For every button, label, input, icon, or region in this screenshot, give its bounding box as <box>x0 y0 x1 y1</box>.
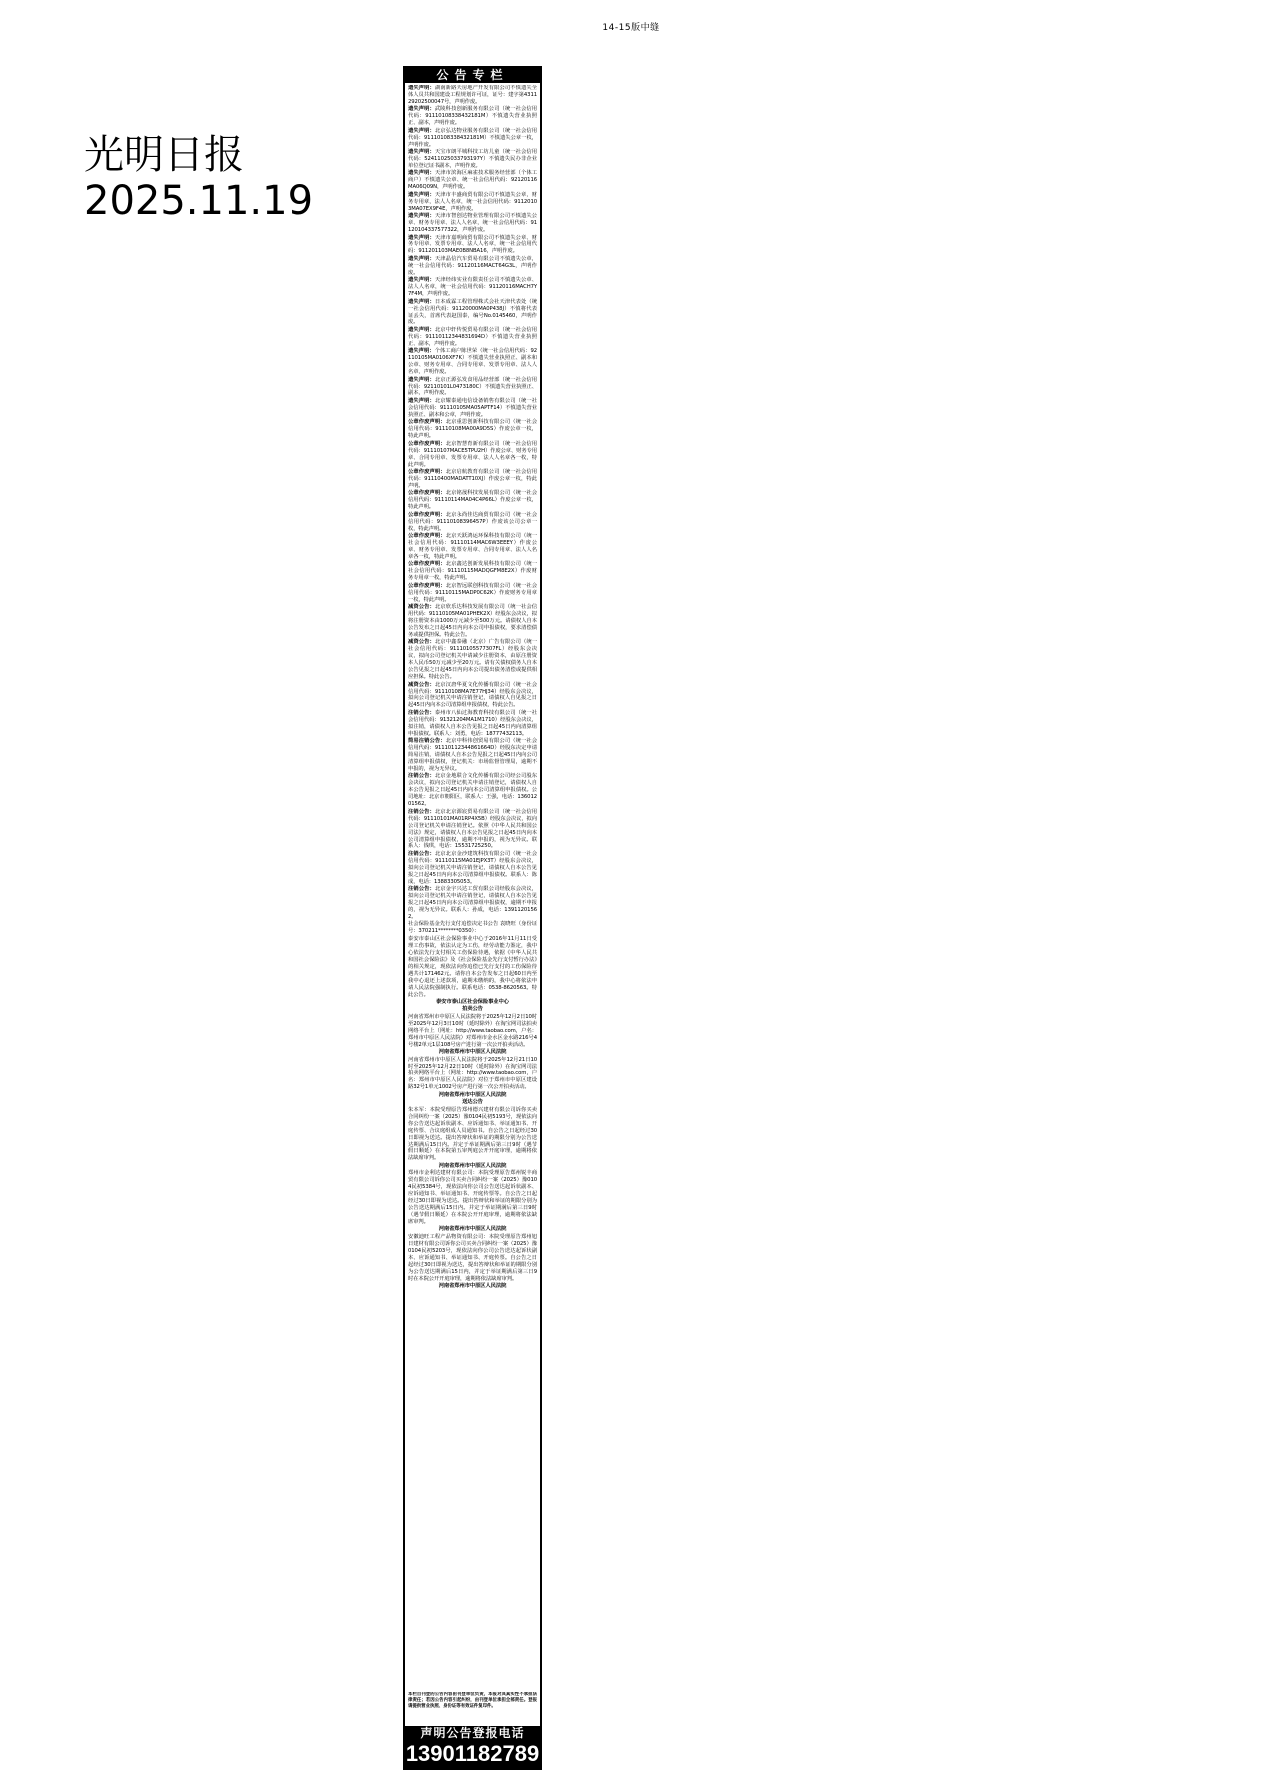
notice-item <box>408 1107 537 1163</box>
notice-item <box>408 1014 537 1049</box>
notice-lead: 注销公告： <box>408 808 435 815</box>
notice-text: 北京天跃鸿运环保科技有限公司（统一社会信用代码：91110114MAC6W3EEEY）作废公章、财务专用章、发票专用章、合同专用章、法人人名章各一枚，特此声明。 <box>408 533 537 560</box>
notice-text: 北京智慧育新有限公司（统一社会信用代码：91110107MACE5TPU2H）作废公章、财务专用章、合同专用章、发票专用章、法人人名章各一枚，特此声明。 <box>408 440 537 468</box>
notice-item <box>408 1226 537 1233</box>
column-footnote: 本栏目刊登的公告内容由刊登单位负责，本报对其真实性不承担法律责任；若因公告内容引起纠纷，由刊登单位承担全部责任。登报请提供营业执照、身份证等有效证件复印件。 <box>408 1692 537 1709</box>
notice-item <box>408 809 537 851</box>
notice-text: 北京北京源宸贸易有限公司（统一社会信用代码：91110101MA01RP4X5B）经股东会决议，拟向公司登记机关申请注销登记。依照《中华人民共和国公司法》规定，请债权人自本公告见报之日起45日内向本公司清算组申报债权，逾期不申报的，视为无异议。联系人：钱琪，电话：15531725250。 <box>408 808 537 850</box>
notice-text: 河南省郑州市中原区人民法院将于2025年12月2日10时至2025年12月3日10时（延时除外）在淘宝网司法拍卖网络平台上（网址：http://www.taobao.com，户名：郑州市中原区人民法院）对郑州市金水区金水路216号4号楼2单元1层108号房产进行第一次公开拍卖活动。 <box>408 1013 537 1048</box>
notice-text: 河南省郑州市中原区人民法院将于2025年12月21日10时至2025年12月22日10时（延时除外）在淘宝网司法拍卖网络平台上（网址：http://www.taobao.com，户名：郑州市中原区人民法院）对位于郑州市中原区建设路32号1单元1002号房产进行第一次公开拍卖活动。 <box>408 1056 537 1091</box>
notice-item <box>408 348 537 376</box>
notice-text: 北京智远联创科技有限公司（统一社会信用代码：91110115MADP0C62K）作废财务专用章一枚，特此声明。 <box>408 582 537 603</box>
notice-text: 郑州市金利达建材有限公司：本院受理原告郑州锐丰商贸有限公司诉你公司买卖合同纠纷一案（2025）豫0104民初5384号，现依法向你公司公告送达起诉状副本、应诉通知书、举证通知书、开庭传票等。自公告之日起经过30日即视为送达。提出答辩状和举证的期限分别为公告送达期满后15日内。并定于举证期满后第三日9时（遇节假日顺延）在本院公开开庭审理，逾期将依法缺席审判。 <box>408 1170 537 1225</box>
notice-item <box>408 85 537 106</box>
notice-lead: 遗失声明： <box>408 255 435 262</box>
notice-lead: 公章作废声明： <box>408 533 446 540</box>
notice-lead: 公章作废声明： <box>408 419 446 426</box>
paper-name: 光明日报 <box>84 132 244 178</box>
notice-item <box>408 377 537 398</box>
notice-item <box>408 512 537 533</box>
notice-item <box>408 1092 537 1099</box>
notice-item <box>408 583 537 604</box>
notice-lead: 遗失声明： <box>408 149 435 156</box>
notice-text: 北京欣乐达科技发展有限公司（统一社会信用代码：91110105MA01PHEK2X）经股东会决议，拟将注册资本由1000万元减少至500万元。请债权人自本公告发布之日起45日内向本公司申报债权，要求清偿债务或提供担保。特此公告。 <box>408 604 537 638</box>
notice-item <box>408 299 537 327</box>
notice-item <box>408 419 537 440</box>
notice-lead: 遗失声明： <box>408 348 435 355</box>
notice-item <box>408 1234 537 1283</box>
notice-text: 天津市丰盛商贸有限公司不慎遗失公章，财务专用章，法人人名章，统一社会信用代码：91120103MA07EX9F4E，声明作废。 <box>408 191 537 212</box>
notice-text: 日本成霖工程管理株式会社天津代表处（统一社会信用代码：91120000MA0P438J）不慎将代表证丢失，首席代表赵国泰，编号No.0145460，声明作废。 <box>408 298 537 326</box>
notice-item <box>408 533 537 561</box>
hotline-label: 声明公告登报电话 <box>420 1726 525 1740</box>
notice-text: 北京耀泰通电信设备销售有限公司（统一社会信用代码：91110105MA05APTF14）不慎遗失营业执照正、副本和公章，声明作废。 <box>408 397 537 418</box>
notice-lead: 减资公告： <box>408 639 435 646</box>
notice-item <box>408 999 537 1006</box>
notice-text: 送达公告 <box>462 1099 483 1106</box>
gutter-label: 14-15版中缝 <box>602 23 660 33</box>
hotline-number: 13901182789 <box>405 1741 540 1766</box>
notice-text: 北京弘达物业服务有限公司（统一社会信用代码：91110108338432181M）不慎遗失公章一枚，声明作废。 <box>408 127 537 148</box>
notice-text: 泰安市泰山区社会保险事业中心于2016年11月11日受理工伤事故，依法认定为工伤，经劳动能力鉴定，我中心依法先行支付相关工伤保险待遇，依据《中华人民共和国社会保险法》及《社会保险基金先行支付暂行办法》的相关规定，现依法向你追偿已先行支付的工伤保险待遇共计171462元。请你自本公告发布之日起60日内至我中心退还上述款项，逾期未缴纳的，我中心将依法申请人民法院强制执行。联系电话：0538-8620563。特此公告。 <box>408 935 537 998</box>
notice-item <box>408 851 537 886</box>
notice-item <box>408 1049 537 1056</box>
notice-text: 朱本军：本院受理原告郑州德兴建材有限公司诉你买卖合同纠纷一案（2025）豫0104民初5193号，现依法向你公告送达起诉状副本、应诉通知书、举证通知书、开庭传票、合议庭组成人员通知书。自公告之日起经过30日即视为送达。提出答辩状和举证的期限分别为公告送达期满后15日内。并定于举证期满后第三日9时（遇节假日顺延）在本院第五审判庭公开开庭审理，逾期将依法缺席审判。 <box>408 1106 537 1162</box>
notice-item <box>408 1099 537 1106</box>
notice-item <box>408 128 537 149</box>
notice-text: 河南省郑州市中原区人民法院 <box>438 1091 507 1098</box>
notice-lead: 减资公告： <box>408 681 435 688</box>
notice-text: 天津市智创达物业管理有限公司不慎遗失公章、财务专用章、法人人名章，统一社会信用代码：91120104337577322，声明作废。 <box>408 213 537 234</box>
notice-text: 北京中轩传悦贸易有限公司（统一社会信用代码：91110112344831694D）不慎遗失营业执照正、副本，声明作废。 <box>408 326 537 347</box>
notice-item <box>408 149 537 170</box>
notice-item <box>408 561 537 582</box>
notice-lead: 遗失声明： <box>408 277 435 284</box>
notice-item <box>408 170 537 191</box>
notice-text: 天津市滨海区麻雀技术服务经营部（个体工商户）不慎遗失公章、统一社会信用代码：92120116MA06Q09N，声明作废。 <box>408 170 537 191</box>
notice-text: 北京中鑫泰融（北京）广告有限公司（统一社会信用代码：91110105577307FL）经股东会决议，拟向公司登记机关申请减少注册资本，由原注册资本人民币50万元减少至20万元。请有关债权债务人自本公告见报之日起45日内向本公司提出债务清偿或提供相应担保。特此公告。 <box>408 639 537 681</box>
notice-lead: 公章作废声明： <box>408 440 446 447</box>
notice-text: 河南省郑州市中原区人民法院 <box>438 1162 507 1169</box>
notice-item <box>408 441 537 469</box>
notice-text: 北京正源弘发食用品经营部（统一社会信用代码：92110101L0473180C）不慎遗失营业执照正、副本，声明作废。 <box>408 376 537 397</box>
notice-item <box>408 490 537 511</box>
notice-text: 河南省郑州市中原区人民法院 <box>438 1226 507 1233</box>
notice-item <box>408 1163 537 1170</box>
notice-text: 泰州市八仙过海教育科技有限公司（统一社会信用代码：91321204MA1M1710）经股东会决议，拟注销，请债权人自本公告见报之日起45日内向清算组申报债权。联系人：刘勇，电话：18777432113。 <box>408 709 537 737</box>
notice-lead: 遗失声明： <box>408 106 435 113</box>
notice-text: 天津经纬实业有限责任公司不慎遗失公章、法人人名章，统一社会信用代码：91120116MACH7Y7F4M，声明作废。 <box>408 277 537 298</box>
notice-lead: 遗失声明： <box>408 397 435 404</box>
notice-text: 北京中科伟创贸易有限公司（统一社会信用代码：91110112344861664D）经股东决定申请简易注销，请债权人自本公告见报之日起45日内向公司清算组申报债权，登记机关：市场监督管理局，逾期不申报的，视为无异议。 <box>408 738 537 772</box>
notice-text: 北京汉唐华夏文化传播有限公司（统一社会信用代码：91110108MA7E77HJ34）经股东会决议，拟向公司登记机关申请注销登记，请债权人自见报之日起45日内向本公司清算组申报债权，特此公告。 <box>408 681 537 709</box>
notice-text: 河南省郑州市中原区人民法院 <box>438 1283 507 1290</box>
notice-lead: 公章作废声明： <box>408 561 446 568</box>
notice-item <box>408 1057 537 1092</box>
masthead <box>84 132 313 224</box>
notice-item <box>408 936 537 999</box>
notice-text: 安徽迪旺工程产品物资有限公司：本院受理原告郑州旭日建材有限公司诉你公司买卖合同纠纷一案（2025）豫0104民初5203号，现依法向你公司公告送达起诉状副本、应诉通知书、举证通知书、开庭传票。自公告之日起经过30日即视为送达，提出答辩状和举证的期限分别为公告送达期满后15日内，并定于举证期满后第三日9时在本院公开开庭审理，逾期将依法缺席审判。 <box>408 1233 537 1282</box>
notice-lead: 减资公告： <box>408 604 435 611</box>
notice-text: 河南省郑州市中原区人民法院 <box>438 1049 507 1056</box>
notice-text: 天宝市朗平城科技工坊儿童（统一社会信用代码：52411025033793197Y）不慎遗失民办非企业单位登记证书副本，声明作废。 <box>408 149 537 169</box>
notice-lead: 公章作废声明： <box>408 490 446 497</box>
notice-lead: 简易注销公告： <box>408 738 446 745</box>
notice-item <box>408 710 537 738</box>
notice-text: 社会保险基金先行支付追偿决定书公告 袁晓旺（身份证号：370211********0350）： <box>408 921 537 935</box>
notice-item <box>408 277 537 298</box>
notice-lead: 遗失声明： <box>408 85 435 91</box>
notice-text: 拍卖公告 <box>462 1006 483 1013</box>
notice-item <box>408 469 537 490</box>
notice-text: 北京启航教育有限公司（统一社会信用代码：91110400MADATT10XJ）作废公章一枚，特此声明。 <box>408 468 537 489</box>
notice-item <box>408 682 537 710</box>
notice-item <box>408 235 537 256</box>
notice-lead: 注销公告： <box>408 773 435 780</box>
notice-text: 北京铭晟科技发展有限公司（统一社会信用代码：91110114MA04C4P66L）作废公章一枚，特此声明。 <box>408 490 537 511</box>
notice-item <box>408 256 537 277</box>
notice-item <box>408 886 537 921</box>
notice-text: 泰安市泰山区社会保险事业中心 <box>436 998 509 1005</box>
notice-item <box>408 1283 537 1290</box>
notice-item <box>408 639 537 681</box>
notice-lead: 遗失声明： <box>408 326 435 333</box>
notice-lead: 遗失声明： <box>408 298 435 305</box>
notice-list <box>408 85 537 1690</box>
issue-date: 2025.11.19 <box>84 178 314 224</box>
notice-lead: 公章作废声明： <box>408 582 446 589</box>
notice-lead: 遗失声明： <box>408 213 435 220</box>
notice-lead: 注销公告： <box>408 850 435 857</box>
notice-text: 天津晶信汽车贸易有限公司不慎遗失公章，统一社会信用代码：91120116MACT64G3L，声明作废。 <box>408 255 537 276</box>
notice-lead: 遗失声明： <box>408 170 435 177</box>
notice-item <box>408 398 537 419</box>
notice-text: 北京鑫达创新发展科技有限公司（统一社会信用代码：91110115MADQGFM8E2X）作废财务专用章一枚，特此声明。 <box>408 561 537 582</box>
notice-item <box>408 773 537 808</box>
announcement-column <box>403 66 542 1770</box>
notice-lead: 遗失声明： <box>408 234 435 241</box>
notice-text: 武陵科技创新服务有限公司（统一社会信用代码：91110108338432181M）不慎遗失营业执照正、副本，声明作废。 <box>408 106 537 127</box>
notice-item <box>408 1006 537 1013</box>
notice-text: 北京永尚佳达商贸有限公司（统一社会信用代码：91110108396457P）作废该公司公章一枚，特此声明。 <box>408 511 537 532</box>
notice-item <box>408 106 537 127</box>
notice-lead: 注销公告： <box>408 709 435 716</box>
notice-item <box>408 604 537 639</box>
notice-item <box>408 192 537 213</box>
notice-text: 北京金地联合文化传播有限公司经公司股东会决议，拟向公司登记机关申请注销登记，请债权人自本公告见报之日起45日内向本公司清算组申报债权。公司地址：北京市朝阳区，联系人：王强，电话：13601201562。 <box>408 773 537 808</box>
notice-text: 个体工商户陈世荣（统一社会信用代码：92110105MA0106XF7K）不慎遗失营业执照正、副本和公章、财务专用章、合同专用章、发票专用章、法人人名章，声明作废。 <box>408 348 537 376</box>
notice-lead: 注销公告： <box>408 886 435 893</box>
hotline-box <box>405 1726 540 1768</box>
notice-lead: 公章作废声明： <box>408 511 446 518</box>
notice-item <box>408 213 537 234</box>
notice-text: 湖南新路天房地产开发有限公司不慎遗失全体人员共和国建设工程规划许可证，证号：建字第431129202500047号，声明作废。 <box>408 85 537 105</box>
notice-text: 天津市嘉明商贸有限公司不慎遗失公章、财务专用章、发票专用章、法人人名章，统一社会信用代码：911201103MAE0B8NBA16，声明作废。 <box>408 234 537 255</box>
notice-item <box>408 738 537 773</box>
notice-lead: 遗失声明： <box>408 376 435 383</box>
notice-lead: 遗失声明： <box>408 127 435 134</box>
notice-item <box>408 327 537 348</box>
notice-item <box>408 1170 537 1226</box>
notice-item <box>408 921 537 935</box>
column-header: 公告专栏 <box>405 68 540 83</box>
notice-text: 北京北京金沙建筑科技有限公司（统一社会信用代码：91110115MA01EJPX3T）经股东会决议，拟向公司登记机关申请注销登记，请债权人自本公告见报之日起45日内向本公司清算组申报债权。联系人：陈成，电话：13883305053。 <box>408 850 537 885</box>
notice-text: 北京金宇兴达工贸有限公司经股东会决议，拟向公司登记机关申请注销登记，请债权人自本公告见报之日起45日内向本公司清算组申报债权，逾期不申报的，视为无异议。联系人：孙成，电话：13911201562。 <box>408 886 537 921</box>
notice-lead: 遗失声明： <box>408 191 435 198</box>
notice-text: 北京重思创新科技有限公司（统一社会信用代码：91110108MA00A9D5S）作废公章一枚，特此声明。 <box>408 419 537 440</box>
notice-lead: 公章作废声明： <box>408 468 446 475</box>
